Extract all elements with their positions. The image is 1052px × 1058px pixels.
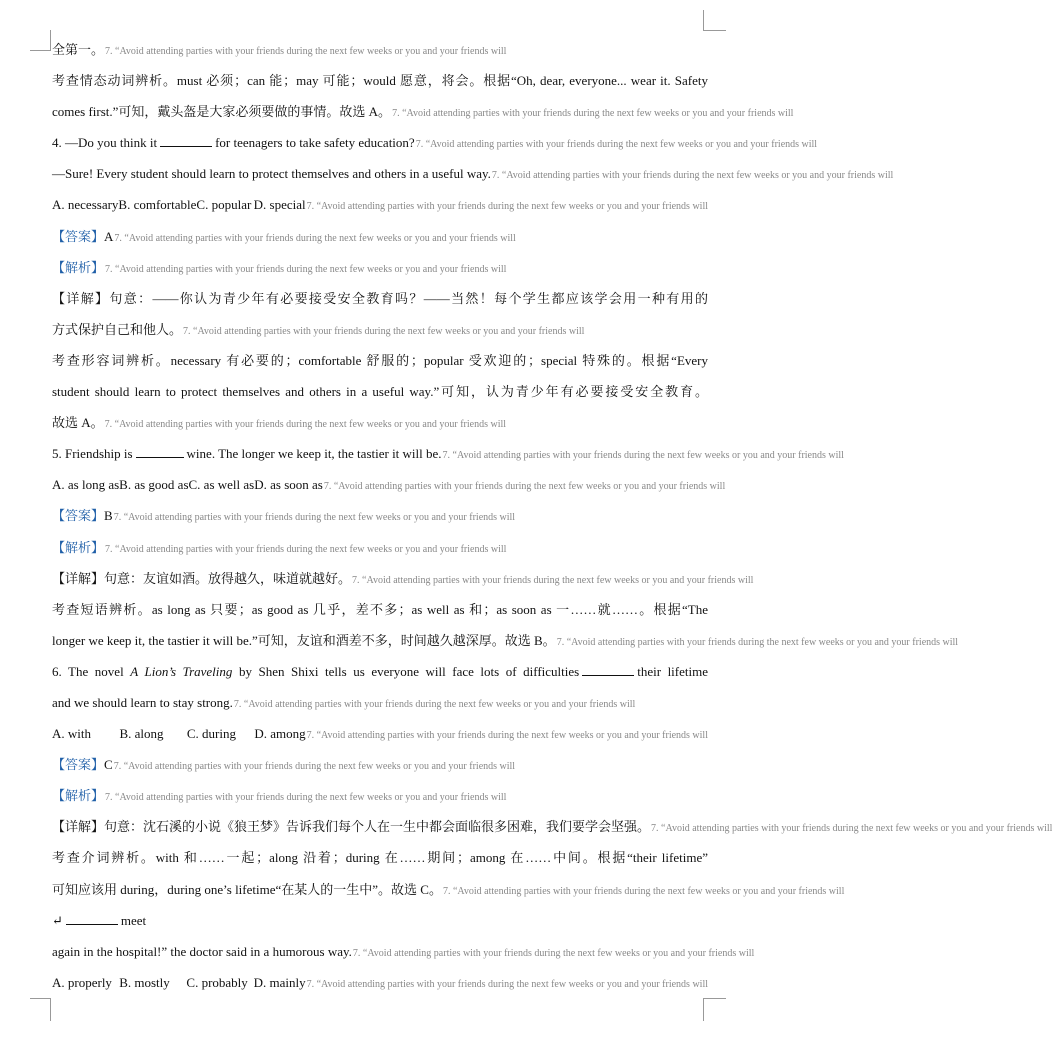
options-row xyxy=(52,967,708,998)
crop-mark-bottom-left xyxy=(30,998,51,1021)
question-6: 6. The novel A Lion’s Traveling by Shen Shixi tells us everyone will face lots of difficulties their lifetime xyxy=(52,663,708,679)
option-b: B. comfortable xyxy=(118,197,197,213)
paragraph: 考查介词辨析。with 和……一起；along 沿着；during 在……期间；among 在……中间。根据“their lifetime” xyxy=(52,850,708,866)
answer-line: 【答案】B7. “Avoid attending parties with your friends during the next few weeks or you and your friends will xyxy=(52,508,516,524)
options-row xyxy=(52,189,708,220)
crop-mark-top-left xyxy=(30,30,51,51)
question-5: 5. Friendship is wine. The longer we keep it, the tastier it will be.7. “Avoid attending parties with your friends during the next few weeks or you and your friends will xyxy=(52,446,844,462)
answer-blank xyxy=(66,912,118,925)
option-a: A. as long as xyxy=(52,477,120,493)
paragraph: 考查短语辨析。as long as 只要；as good as 几乎，差不多；as well as 和；as soon as 一……就……。根据“The xyxy=(52,601,708,617)
option-c: C. as well as xyxy=(188,477,255,493)
answer-tag: 【答案】 xyxy=(52,757,105,773)
paragraph: 可知应该用 during，during one’s lifetime“在某人的一生中”。故选 C。7. “Avoid attending parties with your friends during the next few weeks or you and your friends will xyxy=(52,881,845,897)
document-page xyxy=(52,34,1052,998)
paragraph: 考查情态动词辨析。must 必须；can 能；may 可能；would 愿意，将会。根据“Oh, dear, everyone... wear it. Safety xyxy=(52,73,708,89)
crop-mark-bottom-right xyxy=(703,998,726,1021)
option-c: C. probably xyxy=(186,974,248,990)
detail-line: 【详解】句意：——你认为青少年有必要接受安全教育吗？——当然！每个学生都应该学会用一种有用的 xyxy=(52,290,708,306)
detail-tag: 【详解】 xyxy=(52,570,105,586)
paragraph: 故选 A。7. “Avoid attending parties with your friends during the next few weeks or you and your friends will xyxy=(52,415,507,431)
option-d: D. special7. “Avoid attending parties with your friends during the next few weeks or you and your friends will xyxy=(253,197,708,213)
option-d: D. among7. “Avoid attending parties with your friends during the next few weeks or you and your friends will xyxy=(254,726,708,742)
paragraph: comes first.”可知，戴头盔是大家必须要做的事情。故选 A。7. “Avoid attending parties with your friends during the next few weeks or you and your friends will xyxy=(52,104,794,120)
paragraph: student should learn to protect themselves and others in a useful way.”可知，认为青少年有必要接受安全教育。 xyxy=(52,384,708,400)
paragraph: longer we keep it, the tastier it will be.”可知，友谊和酒差不多，时间越久越深厚。故选 B。7. “Avoid attending parties with your friends during the next few weeks or you and your friends will xyxy=(52,632,959,648)
option-b: B. mostly xyxy=(119,974,170,990)
book-title: A Lion’s Traveling xyxy=(130,663,233,679)
options-row xyxy=(52,718,708,749)
answer-tag: 【答案】 xyxy=(52,508,105,524)
answer-tag: 【答案】 xyxy=(52,228,105,244)
paragraph: 方式保护自己和他人。7. “Avoid attending parties with your friends during the next few weeks or you and your friends will xyxy=(52,321,585,337)
paragraph: 全第一。7. “Avoid attending parties with your friends during the next few weeks or you and your friends will xyxy=(52,42,507,57)
analysis-tag: 【解析】 xyxy=(52,259,105,275)
answer-line: 【答案】C7. “Avoid attending parties with your friends during the next few weeks or you and your friends will xyxy=(52,757,516,773)
option-a: A. with xyxy=(52,726,91,742)
option-d: D. as soon as7. “Avoid attending parties with your friends during the next few weeks or you and your friends will xyxy=(254,477,726,493)
paragraph: and we should learn to stay strong.7. “Avoid attending parties with your friends during the next few weeks or you and your friends will xyxy=(52,694,636,710)
options-row xyxy=(52,469,726,500)
paragraph: 考查形容词辨析。necessary 有必要的；comfortable 舒服的；popular 受欢迎的；special 特殊的。根据“Every xyxy=(52,352,708,368)
detail-line: 【详解】句意：友谊如酒。放得越久，味道就越好。7. “Avoid attending parties with your friends during the next few weeks or you and your friends will xyxy=(52,570,754,586)
question-7: ↵ meet xyxy=(52,912,147,928)
answer-line: 【答案】A7. “Avoid attending parties with your friends during the next few weeks or you and your friends will xyxy=(52,228,516,244)
detail-tag: 【详解】 xyxy=(52,819,105,835)
analysis-tag: 【解析】 xyxy=(52,539,105,555)
detail-line: 【详解】句意：沈石溪的小说《狼王梦》告诉我们每个人在一生中都会面临很多困难，我们要学会坚强。7. “Avoid attending parties with your friends during the next few weeks or you and your friends will xyxy=(52,819,1052,835)
option-a: A. properly xyxy=(52,974,112,990)
option-c: C. popular xyxy=(196,197,252,213)
analysis-line: 【解析】7. “Avoid attending parties with your friends during the next few weeks or you and your friends will xyxy=(52,539,507,555)
detail-tag: 【详解】 xyxy=(52,290,110,306)
question-4: 4. —Do you think it for teenagers to take safety education?7. “Avoid attending parties with your friends during the next few weeks or you and your friends will xyxy=(52,135,818,151)
paragraph: —Sure! Every student should learn to protect themselves and others in a useful way.7. “Avoid attending parties with your friends during the next few weeks or you and your friends will xyxy=(52,166,894,182)
option-b: B. as good as xyxy=(119,477,189,493)
paragraph: again in the hospital!” the doctor said in a humorous way.7. “Avoid attending parties with your friends during the next few weeks or you and your friends will xyxy=(52,943,755,959)
answer-blank xyxy=(160,134,212,147)
crop-mark-top-right xyxy=(703,10,726,31)
analysis-line: 【解析】7. “Avoid attending parties with your friends during the next few weeks or you and your friends will xyxy=(52,259,507,275)
option-d: D. mainly7. “Avoid attending parties with your friends during the next few weeks or you and your friends will xyxy=(253,974,708,990)
analysis-line: 【解析】7. “Avoid attending parties with your friends during the next few weeks or you and your friends will xyxy=(52,788,507,804)
option-a: A. necessary xyxy=(52,197,119,213)
option-b: B. along xyxy=(119,726,164,742)
analysis-tag: 【解析】 xyxy=(52,788,105,804)
answer-blank xyxy=(136,445,184,458)
option-c: C. during xyxy=(186,726,236,742)
answer-blank xyxy=(582,663,634,676)
